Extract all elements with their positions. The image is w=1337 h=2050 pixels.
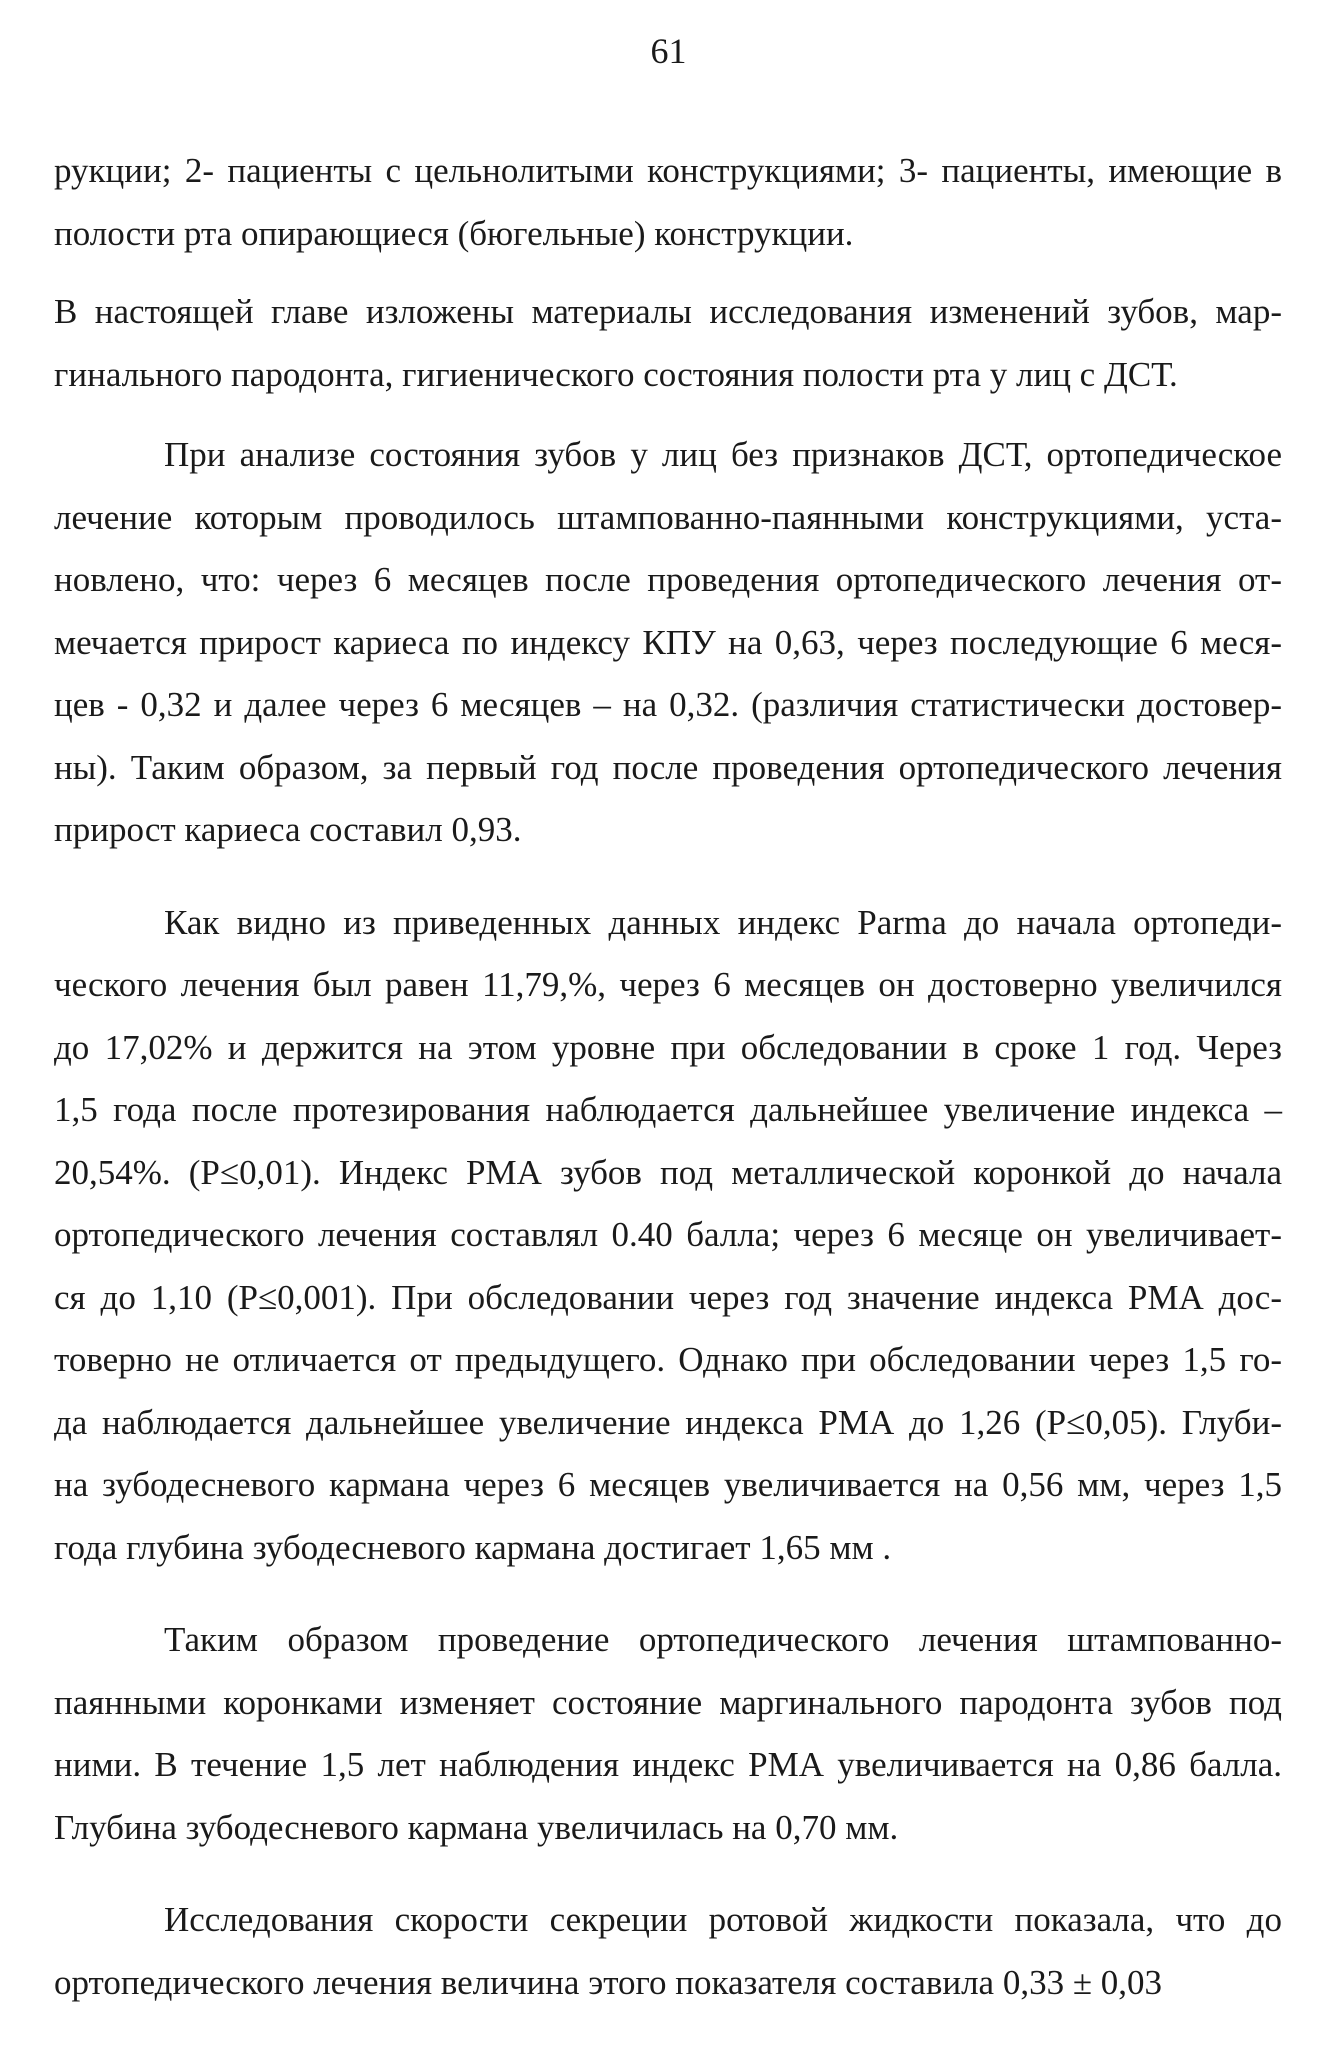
text-line: на зубодесневого кармана через 6 месяцев увеличивается на 0,56 мм, через 1,5: [54, 1465, 1282, 1504]
text-line: ся до 1,10 (P≤0,001). При обследовании через год значение индекса РМА дос-: [54, 1277, 1282, 1317]
text-line: новлено, что: через 6 месяцев после проведения ортопедического лечения от-: [54, 560, 1282, 599]
paragraph: [54, 1609, 1282, 1859]
text-line: 1,5 года после протезирования наблюдается дальнейшее увеличение индекса –: [54, 1090, 1282, 1129]
text-line: цев - 0,32 и далее через 6 месяцев – на 0,32. (различия статистически достовер-: [54, 685, 1282, 724]
paragraph: [54, 892, 1282, 1580]
text-line: прирост кариеса составил 0,93.: [54, 810, 522, 849]
text-line: Исследования скорости секреции ротовой жидкости показала, что до: [164, 1900, 1282, 1939]
text-line: да наблюдается дальнейшее увеличение индекса РМА до 1,26 (P≤0,05). Глуби-: [54, 1402, 1282, 1442]
text-line: гинального пародонта, гигиенического состояния полости рта у лиц с ДСТ.: [54, 354, 1178, 394]
text-line: Как видно из приведенных данных индекс Parma до начала ортопеди-: [164, 902, 1282, 942]
text-line: паянными коронками изменяет состояние маргинального пародонта зубов под: [54, 1682, 1282, 1722]
text-line: рукции; 2- пациенты с цельнолитыми конструкциями; 3- пациенты, имеющие в: [54, 151, 1282, 190]
body-text: [54, 140, 1282, 2030]
paragraph: [54, 1889, 1282, 2014]
text-line: мечается прирост кариеса по индексу КПУ на 0,63, через последующие 6 меся-: [54, 622, 1282, 662]
text-line: ны). Таким образом, за первый год после проведения ортопедического лечения: [54, 747, 1282, 787]
text-line: 20,54%. (P≤0,01). Индекс РМА зубов под металлической коронкой до начала: [54, 1152, 1282, 1192]
text-line: ортопедического лечения составлял 0.40 балла; через 6 месяце он увеличивает-: [54, 1215, 1282, 1254]
text-line: Глубина зубодесневого кармана увеличилась на 0,70 мм.: [54, 1807, 899, 1847]
paragraph: [54, 140, 1282, 265]
text-line: полости рта опирающиеся (бюгельные) конструкции.: [54, 213, 854, 253]
text-line: ортопедического лечения величина этого показателя составила 0,33 ± 0,03: [54, 1962, 1163, 2002]
text-line: При анализе состояния зубов у лиц без признаков ДСТ, ортопедическое: [164, 435, 1282, 474]
paragraph: [54, 281, 1282, 406]
page-number: 61: [650, 31, 687, 71]
text-line: лечение которым проводилось штампованно-паянными конструкциями, уста-: [54, 497, 1282, 537]
paragraph: [54, 424, 1282, 862]
text-line: товерно не отличается от предыдущего. Однако при обследовании через 1,5 го-: [54, 1340, 1282, 1379]
text-line: ческого лечения был равен 11,79,%, через 6 месяцев он достоверно увеличился: [54, 965, 1282, 1004]
text-line: ними. В течение 1,5 лет наблюдения индекс РМА увеличивается на 0,86 балла.: [54, 1745, 1282, 1784]
text-line: года глубина зубодесневого кармана достигает 1,65 мм .: [54, 1527, 892, 1567]
text-line: В настоящей главе изложены материалы исследования изменений зубов, мар-: [54, 292, 1282, 331]
text-line: до 17,02% и держится на этом уровне при обследовании в сроке 1 год. Через: [54, 1027, 1282, 1067]
text-line: Таким образом проведение ортопедического лечения штампованно-: [164, 1620, 1282, 1659]
